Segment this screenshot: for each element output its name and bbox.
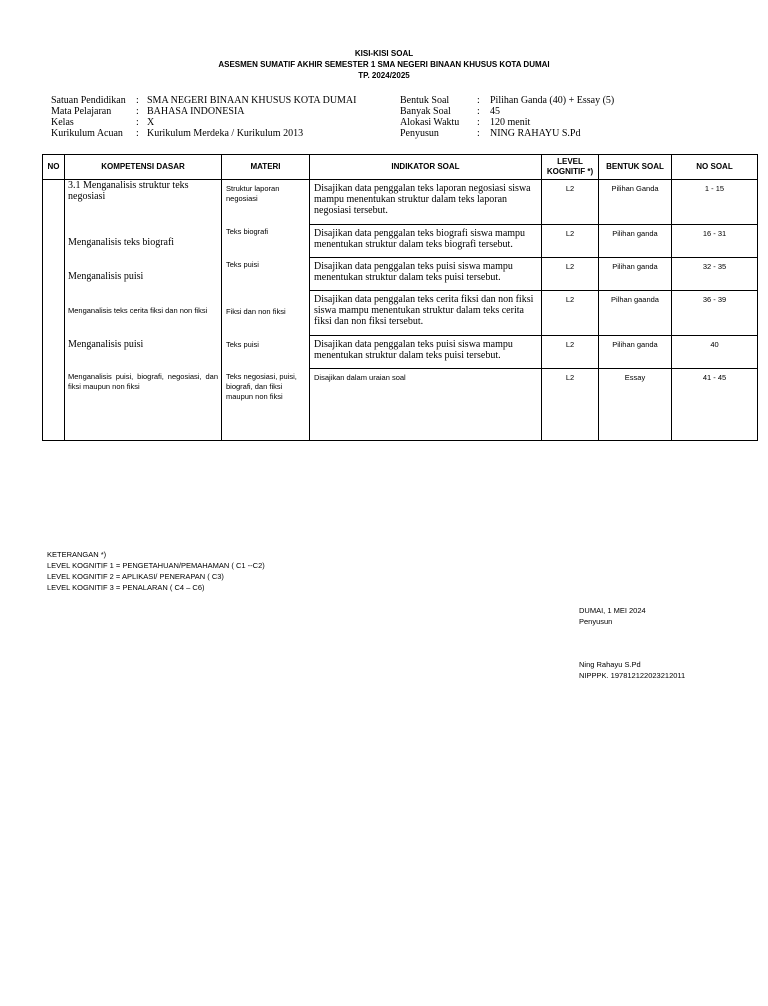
- info-label: Banyak Soal: [400, 106, 451, 117]
- info-colon: :: [477, 128, 480, 139]
- header-kompetensi-dasar: KOMPETENSI DASAR: [65, 155, 222, 180]
- notes-line: LEVEL KOGNITIF 1 = PENGETAHUAN/PEMAHAMAN ( C1 --C2): [47, 561, 265, 570]
- document-subtitle: ASESMEN SUMATIF AKHIR SEMESTER 1 SMA NEGERI BINAAN KHUSUS KOTA DUMAI: [218, 60, 550, 69]
- header-indikator: INDIKATOR SOAL: [310, 155, 542, 180]
- keterangan-notes: [47, 549, 265, 593]
- notes-line: LEVEL KOGNITIF 2 = APLIKASI/ PENERAPAN ( C3): [47, 572, 224, 581]
- no-cell: [43, 180, 65, 441]
- level-cell: L2: [542, 258, 599, 291]
- indikator-cell: Disajikan data penggalan teks laporan negosiasi siswa mampu menentukan struktur dalam teks laporan negosiasi tersebut.: [310, 180, 542, 225]
- indikator-cell: Disajikan data penggalan teks cerita fiksi dan non fiksi siswa mampu menentukan struktur dalam teks cerita fiksi dan non fiksi tersebut.: [310, 291, 542, 336]
- kd-item: Menganalisis puisi: [68, 339, 144, 350]
- level-cell: L2: [542, 291, 599, 336]
- info-value: 120 menit: [490, 117, 531, 128]
- table-row: [43, 180, 758, 225]
- materi-item: Teks puisi: [226, 260, 259, 269]
- bentuk-cell: Pilihan ganda: [599, 225, 672, 258]
- kd-item: Menganalisis puisi, biografi, negosiasi, dan fiksi maupun non fiksi: [68, 372, 218, 391]
- indikator-cell: Disajikan data penggalan teks biografi siswa mampu menentukan struktur dalam teks biografi tersebut.: [310, 225, 542, 258]
- info-label: Bentuk Soal: [400, 95, 450, 106]
- no-soal-cell: 41 - 45: [672, 369, 758, 441]
- header-level-kognitif: LEVEL KOGNITIF *): [542, 155, 599, 180]
- materi-item: Teks negosiasi, puisi, biografi, dan fiksi maupun non fiksi: [226, 372, 297, 401]
- level-cell: L2: [542, 336, 599, 369]
- indikator-cell: Disajikan data penggalan teks puisi siswa mampu menentukan struktur dalam teks puisi tersebut.: [310, 258, 542, 291]
- signature-name: Ning Rahayu S.Pd: [579, 660, 641, 669]
- header-no: NO: [43, 155, 65, 180]
- notes-heading: KETERANGAN *): [47, 550, 107, 559]
- materi-item: Teks biografi: [226, 227, 269, 236]
- info-label: Kurikulum Acuan: [51, 128, 123, 139]
- level-cell: L2: [542, 225, 599, 258]
- kd-item: 3.1 Menganalisis struktur teks negosiasi: [68, 180, 189, 202]
- no-soal-cell: 40: [672, 336, 758, 369]
- indikator-cell: Disajikan dalam uraian soal: [310, 369, 542, 441]
- info-colon: :: [136, 95, 139, 106]
- info-value: 45: [490, 106, 500, 117]
- no-soal-cell: 32 - 35: [672, 258, 758, 291]
- info-label: Kelas: [51, 117, 74, 128]
- bentuk-cell: Pilhan gaanda: [599, 291, 672, 336]
- bentuk-cell: Pilihan Ganda: [599, 180, 672, 225]
- kd-item: Menganalisis puisi: [68, 271, 144, 282]
- materi-item: Fiksi dan non fiksi: [226, 307, 286, 316]
- info-value: Pilihan Ganda (40) + Essay (5): [490, 95, 615, 106]
- materi-item: Teks puisi: [226, 340, 259, 349]
- info-colon: :: [477, 106, 480, 117]
- no-soal-cell: 16 - 31: [672, 225, 758, 258]
- info-value: Kurikulum Merdeka / Kurikulum 2013: [147, 128, 304, 139]
- bentuk-cell: Essay: [599, 369, 672, 441]
- info-colon: :: [477, 117, 480, 128]
- kompetensi-cell: [65, 180, 222, 441]
- kd-item: Menganalisis teks cerita fiksi dan non fiksi: [68, 306, 208, 315]
- header-materi: MATERI: [222, 155, 310, 180]
- info-colon: :: [477, 95, 480, 106]
- level-cell: L2: [542, 369, 599, 441]
- kisi-kisi-table: [42, 154, 758, 441]
- info-label: Mata Pelajaran: [51, 106, 112, 117]
- bentuk-cell: Pilihan ganda: [599, 336, 672, 369]
- info-label: Penyusun: [400, 128, 439, 139]
- materi-cell: [222, 180, 310, 441]
- info-value: SMA NEGERI BINAAN KHUSUS KOTA DUMAI: [147, 95, 357, 106]
- document-title: KISI-KISI SOAL: [354, 49, 414, 58]
- info-value: NING RAHAYU S.Pd: [490, 128, 581, 139]
- indikator-cell: Disajikan data penggalan teks puisi siswa mampu menentukan struktur dalam teks puisi tersebut.: [310, 336, 542, 369]
- signature-place-date: DUMAI, 1 MEI 2024: [579, 606, 646, 615]
- notes-line: LEVEL KOGNITIF 3 = PENALARAN ( C4 – C6): [47, 583, 205, 592]
- document-year: TP. 2024/2025: [358, 71, 410, 80]
- info-right: [400, 95, 660, 143]
- info-label: Alokasi Waktu: [400, 117, 460, 128]
- header-bentuk-soal: BENTUK SOAL: [599, 155, 672, 180]
- kd-item: Menganalisis teks biografi: [68, 237, 175, 248]
- info-colon: :: [136, 117, 139, 128]
- no-soal-cell: 36 - 39: [672, 291, 758, 336]
- signature-role: Penyusun: [579, 617, 613, 626]
- materi-item: Struktur laporan negosiasi: [226, 184, 280, 203]
- info-colon: :: [136, 106, 139, 117]
- header-no-soal: NO SOAL: [672, 155, 758, 180]
- table-header-row: [43, 155, 758, 180]
- signature-nip: NIPPPK. 197812122023212011: [579, 671, 686, 680]
- info-colon: :: [136, 128, 139, 139]
- info-value: X: [147, 117, 155, 128]
- bentuk-cell: Pilihan ganda: [599, 258, 672, 291]
- info-value: BAHASA INDONESIA: [147, 106, 245, 117]
- info-left: [51, 95, 371, 143]
- no-soal-cell: 1 - 15: [672, 180, 758, 225]
- info-label: Satuan Pendidikan: [51, 95, 126, 106]
- level-cell: L2: [542, 180, 599, 225]
